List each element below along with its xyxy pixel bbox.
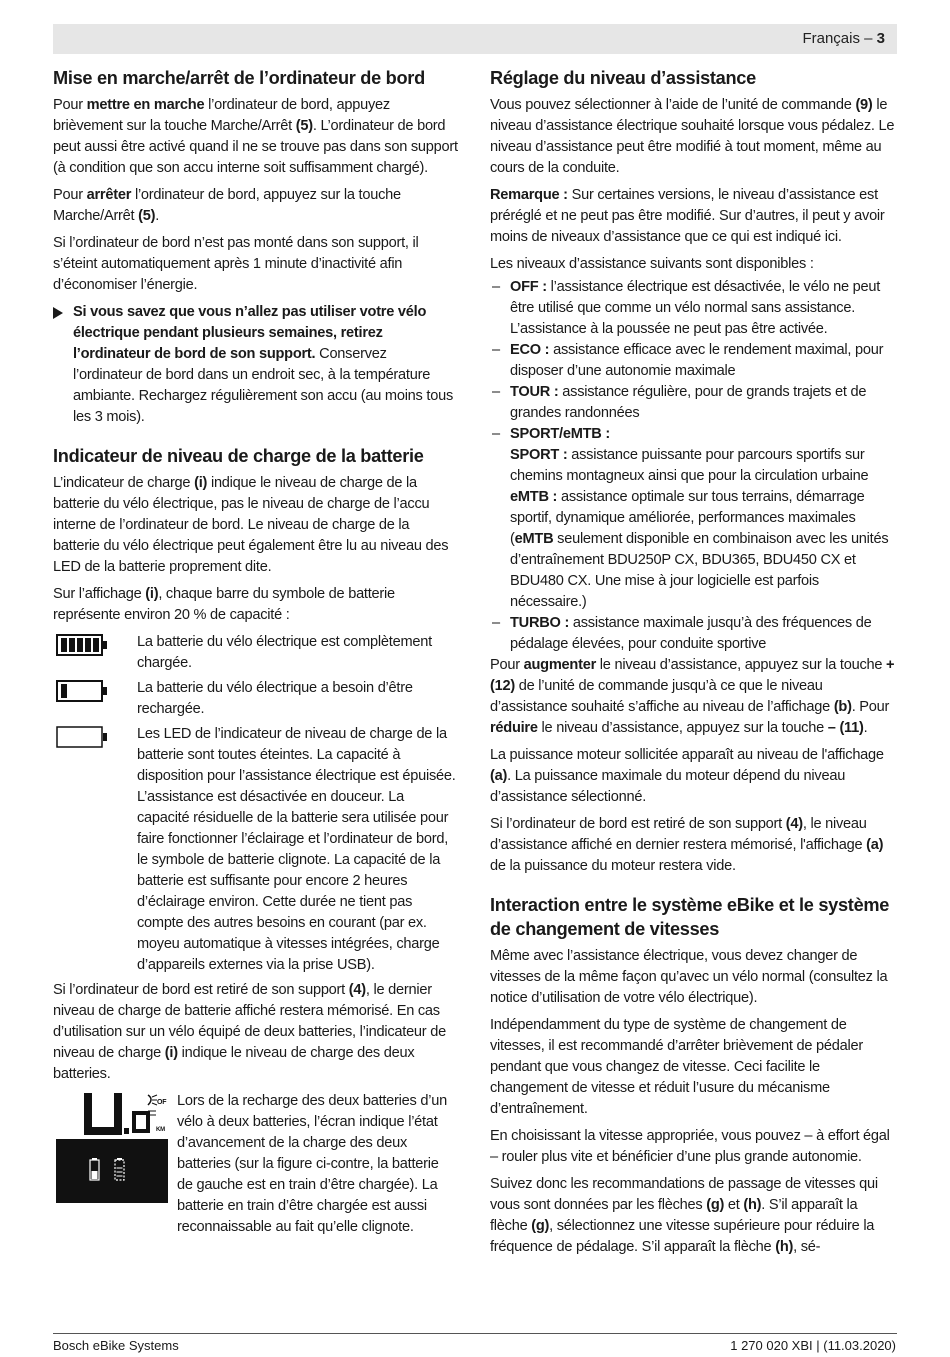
right-column <box>490 66 898 1264</box>
section-title-power: Mise en marche/arrêt de l’ordinateur de bord <box>53 68 425 88</box>
paragraph: Pour arrêter l’ordinateur de bord, appuyez sur la touche Marche/Arrêt (5). <box>53 187 401 224</box>
battery-low-row: La batterie du vélo électrique a besoin d’être rechargée. <box>53 678 458 720</box>
battery-low-icon <box>56 680 110 702</box>
paragraph: Suivez donc les recommandations de passage de vitesses qui vous sont données par les flèches (g) et (h). S’il apparaît la flèche (g), sélectionnez une vitesse supérieure pour réduire la fréquence de pédalage. S’il apparaît la flèche (h), sé- <box>490 1176 878 1255</box>
footer-docref: 1 270 020 XBI | (11.03.2020) <box>730 1338 896 1353</box>
paragraph: Si l’ordinateur de bord n’est pas monté dans son support, il s’éteint automatiquement après 1 minute d’inactivité afin d’économiser l’énergie. <box>53 235 419 293</box>
section-title-assistance: Réglage du niveau d’assistance <box>490 68 756 88</box>
page-number: 3 <box>876 30 885 47</box>
list-item: – TURBO : assistance maximale jusqu’à des fréquences de pédalage élevées, pour conduite sportive <box>492 615 872 652</box>
assistance-levels-list <box>490 277 898 655</box>
battery-full-row: La batterie du vélo électrique est complètement chargée. <box>53 632 458 674</box>
paragraph: Indépendamment du type de système de changement de vitesses, il est recommandé d’arrêter brièvement de pédaler pendant que vous changez de vitesse. Ceci facilite le changement de vitesse et réduit l’usure du mécanisme d’entraînement. <box>490 1017 863 1117</box>
section-title-gears: Interaction entre le système eBike et le système de changement de vitesses <box>490 895 890 939</box>
triangle-bullet-icon <box>53 307 63 319</box>
list-item: – ECO : assistance efficace avec le rendement maximal, pour disposer d’une autonomie maximale <box>492 342 884 379</box>
display-km-label: KM <box>156 1127 165 1133</box>
battery-empty-row: Les LED de l’indicateur de niveau de charge de la batterie sont toutes éteintes. La capacité à disposition pour l’assistance électrique est épuisée. L’assistance est désactivée en douceur. La capacité résiduelle de la batterie sera utilisée pour faire fonctionner l’éclairage et l’ordinateur de bord, le symbole de batterie clignote. La capacité de la batterie est suffisante pour encore 2 heures d’éclairage environ. Cette durée ne tient pas compte des autres besoins en courant (par ex. moyeu automatique à vitesses intégrées, charge d’appareils externes via la prise USB). <box>53 724 458 976</box>
paragraph: Même avec l’assistance électrique, vous devez changer de vitesses de la même façon qu’avec un vélo normal (consultez la notice d’utilisation de votre vélo électrique). <box>490 948 888 1006</box>
footer-divider <box>53 1333 897 1334</box>
paragraph: Pour augmenter le niveau d’assistance, appuyez sur la touche + (12) de l’unité de commande jusqu’à ce que le niveau d’assistance souhaité s’affiche au niveau de l’affichage (b). Pour réduire le niveau d’assistance, appuyez sur la touche – (11). <box>490 657 895 736</box>
dual-battery-display-figure <box>56 1093 168 1203</box>
left-column <box>53 66 458 1238</box>
paragraph: Pour mettre en marche l’ordinateur de bord, appuyez brièvement sur la touche Marche/Arrêt (5). L’ordinateur de bord peut aussi être activé quand il ne se trouve pas dans son support (à condition que son accu interne soit suffisamment chargé). <box>53 97 458 176</box>
paragraph: Remarque : Sur certaines versions, le niveau d’assistance est préréglé et ne peut pas être modifié. Sur d’autres, il peut y avoir moins de niveaux d’assistance que ce qui est indiqué ici. <box>490 187 885 245</box>
battery-full-icon <box>56 634 110 656</box>
paragraph: Si l’ordinateur de bord est retiré de son support (4), le dernier niveau de charge de batterie affiché restera mémorisé. En cas d’utilisation sur un vélo équipé de deux batteries, l’indicateur de niveau de charge (i) indique le niveau de charge des deux batteries. <box>53 982 446 1082</box>
page-header <box>53 24 897 54</box>
paragraph: Si l’ordinateur de bord est retiré de son support (4), le niveau d’assistance affiché en dernier restera mémorisé, l'affichage (a) de la puissance du moteur restera vide. <box>490 816 884 874</box>
footer-brand: Bosch eBike Systems <box>53 1338 179 1353</box>
display-of-label: OF <box>157 1099 167 1106</box>
paragraph: Vous pouvez sélectionner à l’aide de l’unité de commande (9) le niveau d’assistance électrique souhaité lorsque vous pédalez. Le niveau d’assistance peut être modifié à tout moment, même au cours de la conduite. <box>490 97 895 176</box>
paragraph: Les niveaux d’assistance suivants sont disponibles : <box>490 256 814 272</box>
paragraph: La puissance moteur sollicitée apparaît au niveau de l'affichage (a). La puissance maximale du moteur dépend du niveau d’assistance sélectionné. <box>490 747 884 805</box>
paragraph: En choisissant la vitesse appropriée, vous pouvez – à effort égal – rouler plus vite et bénéficier d’une plus grande autonomie. <box>490 1128 890 1165</box>
list-item: – TOUR : assistance régulière, pour de grands trajets et de grandes randonnées <box>492 384 867 421</box>
paragraph: L’indicateur de charge (i) indique le niveau de charge de la batterie du vélo électrique, pas le niveau de charge de l’accu interne de l’ordinateur de bord. Le niveau de charge de la batterie du vélo électrique peut également être lu au niveau des LED de la batterie proprement dite. <box>53 475 449 575</box>
battery-empty-icon <box>56 726 110 748</box>
warning-note: Si vous savez que vous n’allez pas utiliser votre vélo électrique pendant plusieurs semaines, retirez l’ordinateur de bord de son support. Conservez l’ordinateur de bord dans un endroit sec, à la température ambiante. Rechargez régulièrement son accu (au moins tous les 3 mois). <box>53 302 458 428</box>
header-language: Français – 3 <box>802 30 885 47</box>
section-title-battery: Indicateur de niveau de charge de la batterie <box>53 446 424 466</box>
paragraph: Sur l’affichage (i), chaque barre du symbole de batterie représente environ 20 % de capacité : <box>53 586 395 623</box>
dual-battery-display-block: OF KM Lors de la recharge des deux batteries d’un vélo à deux batteries, l’écran indique l’état d’avancement de la charge des deux batteries (sur la figure ci-contre, la batterie de gauche est en train d’être chargée). La batterie en train d’être chargée est aussi reconnaissable au fait qu’elle clignote. <box>53 1091 458 1238</box>
list-item: – SPORT/eMTB : SPORT : assistance puissante pour parcours sportifs sur chemins montagneux ainsi que pour la circulation urbaine eMTB : assistance optimale sur tous terrains, démarrage sportif, dynamique améliorée, performances maximales (eMTB seulement disponible en combinaison avec les unités d’entraînement BDU250P CX, BDU365, BDU450 CX et BDU480 CX. Une mise à jour logicielle est parfois nécessaire.) <box>492 426 889 610</box>
list-item: – OFF : l’assistance électrique est désactivée, le vélo ne peut être utilisé que comme un vélo normal sans assistance. L’assistance à la poussée ne peut pas être activée. <box>492 279 881 337</box>
